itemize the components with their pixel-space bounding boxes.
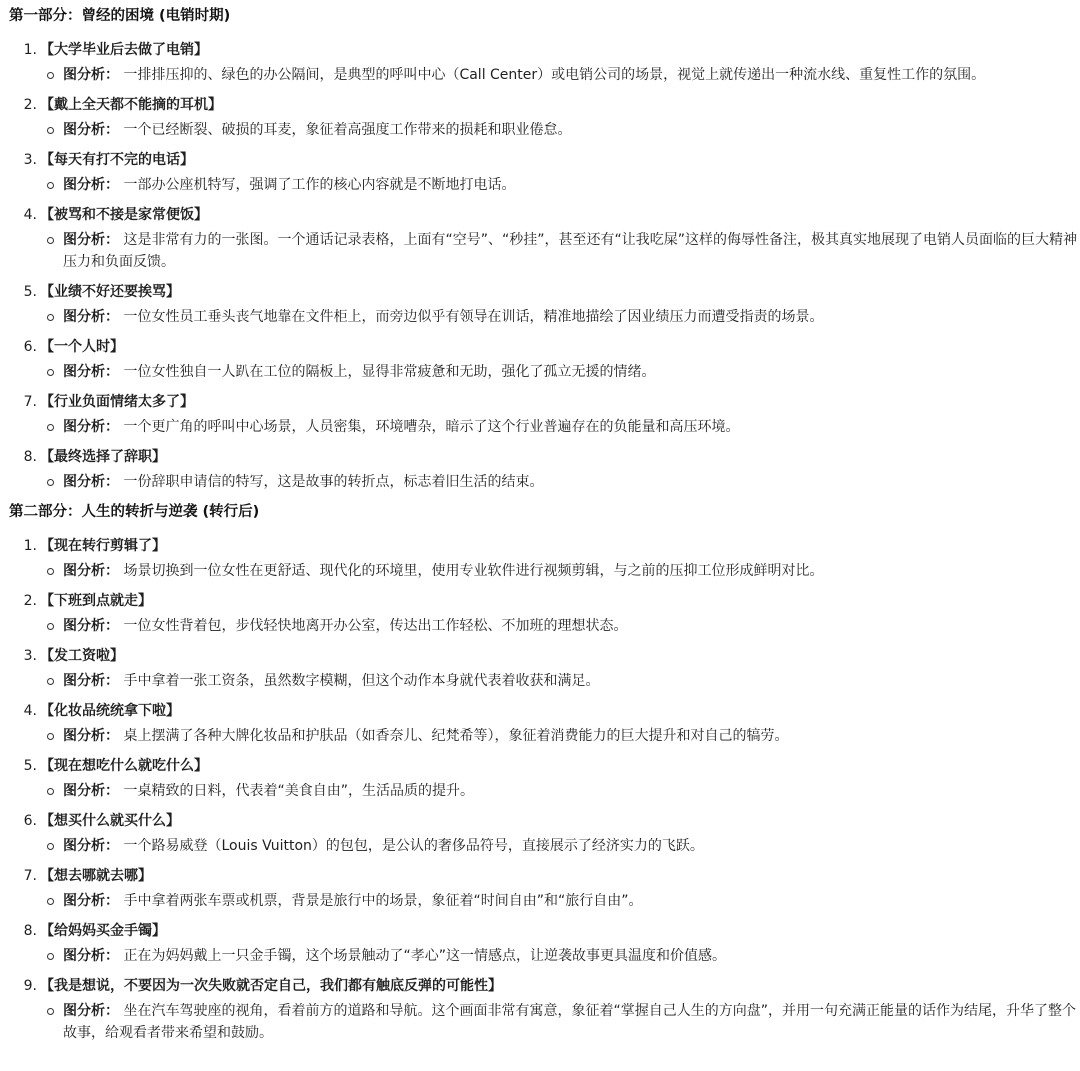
analysis-prefix: 图分析：	[63, 948, 119, 964]
analysis-text: 一位女性员工垂头丧气地靠在文件柜上，而旁边似乎有领导在训话，精准地描绘了因业绩压力而遭受指责的场景。	[119, 309, 824, 325]
item-label: 【化妆品统统拿下啦】	[40, 703, 180, 719]
analysis-prefix: 图分析：	[63, 309, 119, 325]
item-title	[23, 39, 1080, 61]
analysis-prefix: 图分析：	[63, 122, 119, 138]
analysis-bullet	[40, 119, 1080, 141]
analysis-bullet	[40, 945, 1080, 967]
item-label: 【现在想吃什么就吃什么】	[40, 758, 208, 774]
list-item	[9, 700, 1080, 747]
item-label: 【业绩不好还要挨骂】	[40, 284, 180, 300]
hollow-bullet-icon	[47, 424, 54, 431]
analysis-text: 手中拿着两张车票或机票，背景是旅行中的场景，象征着“时间自由”和“旅行自由”。	[119, 893, 643, 909]
item-number: 6.	[23, 339, 37, 355]
item-title	[23, 281, 1080, 303]
list-item	[9, 39, 1080, 86]
list-item	[9, 336, 1080, 383]
part2-list	[9, 535, 1080, 1044]
analysis-bullet	[40, 670, 1080, 692]
analysis-prefix: 图分析：	[63, 474, 119, 490]
item-title	[23, 391, 1080, 413]
item-number: 6.	[23, 813, 37, 829]
item-title	[23, 755, 1080, 777]
list-item	[9, 204, 1080, 273]
section-heading-part2: 第二部分：人生的转折与逆袭 (转行后)	[9, 504, 260, 520]
analysis-bullet	[40, 306, 1080, 328]
list-item	[9, 535, 1080, 582]
hollow-bullet-icon	[47, 72, 54, 79]
item-number: 8.	[23, 449, 37, 465]
analysis-text: 一个已经断裂、破损的耳麦，象征着高强度工作带来的损耗和职业倦怠。	[119, 122, 572, 138]
analysis-text: 这是非常有力的一张图。一个通话记录表格，上面有“空号”、“秒挂”，甚至还有“让我吃屎”这样的侮辱性备注，极其真实地展现了电销人员面临的巨大精神压力和负面反馈。	[63, 232, 1077, 270]
list-item	[9, 975, 1080, 1044]
analysis-bullet	[40, 416, 1080, 438]
analysis-prefix: 图分析：	[63, 232, 119, 248]
item-number: 4.	[23, 207, 37, 223]
item-label: 【被骂和不接是家常便饭】	[40, 207, 208, 223]
analysis-bullet	[40, 560, 1080, 582]
list-item	[9, 94, 1080, 141]
list-item	[9, 645, 1080, 692]
item-title	[23, 810, 1080, 832]
analysis-text: 一个路易威登（Louis Vuitton）的包包，是公认的奢侈品符号，直接展示了经济实力的飞跃。	[119, 838, 704, 854]
hollow-bullet-icon	[47, 237, 54, 244]
hollow-bullet-icon	[47, 898, 54, 905]
item-label: 【一个人时】	[40, 339, 124, 355]
analysis-text: 一份辞职申请信的特写，这是故事的转折点，标志着旧生活的结束。	[119, 474, 544, 490]
item-label: 【行业负面情绪太多了】	[40, 394, 194, 410]
analysis-bullet	[40, 615, 1080, 637]
item-number: 8.	[23, 923, 37, 939]
hollow-bullet-icon	[47, 127, 54, 134]
list-item	[9, 446, 1080, 493]
section-heading-part1: 第一部分：曾经的困境 (电销时期)	[9, 8, 231, 24]
item-title	[23, 535, 1080, 557]
analysis-prefix: 图分析：	[63, 728, 119, 744]
list-item	[9, 590, 1080, 637]
analysis-bullet	[40, 361, 1080, 383]
analysis-prefix: 图分析：	[63, 177, 119, 193]
analysis-bullet	[40, 471, 1080, 493]
hollow-bullet-icon	[47, 843, 54, 850]
analysis-text: 桌上摆满了各种大牌化妆品和护肤品（如香奈儿、纪梵希等），象征着消费能力的巨大提升和对自己的犒劳。	[119, 728, 789, 744]
hollow-bullet-icon	[47, 479, 54, 486]
part1-list	[9, 39, 1080, 493]
hollow-bullet-icon	[47, 953, 54, 960]
analysis-text: 坐在汽车驾驶座的视角，看着前方的道路和导航。这个画面非常有寓意，象征着“掌握自己人生的方向盘”，并用一句充满正能量的话作为结尾，升华了整个故事，给观看者带来希望和鼓励。	[63, 1003, 1076, 1041]
analysis-prefix: 图分析：	[63, 838, 119, 854]
item-label: 【现在转行剪辑了】	[40, 538, 166, 554]
hollow-bullet-icon	[47, 733, 54, 740]
item-number: 9.	[23, 978, 37, 994]
analysis-prefix: 图分析：	[63, 893, 119, 909]
analysis-prefix: 图分析：	[63, 673, 119, 689]
analysis-prefix: 图分析：	[63, 618, 119, 634]
item-title	[23, 204, 1080, 226]
hollow-bullet-icon	[47, 623, 54, 630]
analysis-prefix: 图分析：	[63, 563, 119, 579]
item-number: 1.	[23, 42, 37, 58]
analysis-text: 场景切换到一位女性在更舒适、现代化的环境里，使用专业软件进行视频剪辑，与之前的压抑工位形成鲜明对比。	[119, 563, 824, 579]
item-label: 【给妈妈买金手镯】	[40, 923, 166, 939]
hollow-bullet-icon	[47, 678, 54, 685]
analysis-text: 一位女性独自一人趴在工位的隔板上，显得非常疲惫和无助，强化了孤立无援的情绪。	[119, 364, 656, 380]
item-label: 【我是想说，不要因为一次失败就否定自己，我们都有触底反弹的可能性】	[40, 978, 502, 994]
analysis-bullet	[40, 835, 1080, 857]
list-item	[9, 281, 1080, 328]
analysis-prefix: 图分析：	[63, 364, 119, 380]
analysis-bullet	[40, 890, 1080, 912]
item-title	[23, 149, 1080, 171]
item-title	[23, 975, 1080, 997]
item-number: 3.	[23, 648, 37, 664]
item-title	[23, 446, 1080, 468]
list-item	[9, 865, 1080, 912]
analysis-bullet	[40, 780, 1080, 802]
hollow-bullet-icon	[47, 369, 54, 376]
item-number: 2.	[23, 97, 37, 113]
analysis-bullet	[40, 725, 1080, 747]
item-title	[23, 590, 1080, 612]
item-number: 3.	[23, 152, 37, 168]
list-item	[9, 755, 1080, 802]
item-label: 【戴上全天都不能摘的耳机】	[40, 97, 222, 113]
item-label: 【想去哪就去哪】	[40, 868, 152, 884]
item-label: 【最终选择了辞职】	[40, 449, 166, 465]
analysis-prefix: 图分析：	[63, 419, 119, 435]
list-item	[9, 810, 1080, 857]
item-title	[23, 336, 1080, 358]
item-title	[23, 920, 1080, 942]
analysis-prefix: 图分析：	[63, 783, 119, 799]
hollow-bullet-icon	[47, 314, 54, 321]
hollow-bullet-icon	[47, 568, 54, 575]
item-label: 【发工资啦】	[40, 648, 124, 664]
analysis-text: 一位女性背着包，步伐轻快地离开办公室，传达出工作轻松、不加班的理想状态。	[119, 618, 628, 634]
item-number: 7.	[23, 394, 37, 410]
analysis-text: 一排排压抑的、绿色的办公隔间，是典型的呼叫中心（Call Center）或电销公司的场景，视觉上就传递出一种流水线、重复性工作的氛围。	[119, 67, 986, 83]
analysis-prefix: 图分析：	[63, 1003, 119, 1019]
item-number: 4.	[23, 703, 37, 719]
item-label: 【想买什么就买什么】	[40, 813, 180, 829]
hollow-bullet-icon	[47, 788, 54, 795]
analysis-bullet	[40, 64, 1080, 86]
item-label: 【大学毕业后去做了电销】	[40, 42, 208, 58]
item-title	[23, 700, 1080, 722]
item-number: 5.	[23, 758, 37, 774]
hollow-bullet-icon	[47, 182, 54, 189]
list-item	[9, 149, 1080, 196]
analysis-bullet	[40, 1000, 1080, 1044]
item-label: 【每天有打不完的电话】	[40, 152, 194, 168]
analysis-prefix: 图分析：	[63, 67, 119, 83]
list-item	[9, 391, 1080, 438]
analysis-text: 一个更广角的呼叫中心场景，人员密集，环境嘈杂，暗示了这个行业普遍存在的负能量和高压环境。	[119, 419, 740, 435]
hollow-bullet-icon	[47, 1008, 54, 1015]
item-label: 【下班到点就走】	[40, 593, 152, 609]
analysis-bullet	[40, 174, 1080, 196]
item-number: 2.	[23, 593, 37, 609]
analysis-bullet	[40, 229, 1080, 273]
item-title	[23, 94, 1080, 116]
item-number: 7.	[23, 868, 37, 884]
item-number: 1.	[23, 538, 37, 554]
list-item	[9, 920, 1080, 967]
item-number: 5.	[23, 284, 37, 300]
analysis-text: 一桌精致的日料，代表着“美食自由”，生活品质的提升。	[119, 783, 474, 799]
item-title	[23, 645, 1080, 667]
item-title	[23, 865, 1080, 887]
analysis-text: 一部办公座机特写，强调了工作的核心内容就是不断地打电话。	[119, 177, 516, 193]
analysis-text: 正在为妈妈戴上一只金手镯，这个场景触动了“孝心”这一情感点，让逆袭故事更具温度和价值感。	[119, 948, 726, 964]
analysis-text: 手中拿着一张工资条，虽然数字模糊，但这个动作本身就代表着收获和满足。	[119, 673, 600, 689]
